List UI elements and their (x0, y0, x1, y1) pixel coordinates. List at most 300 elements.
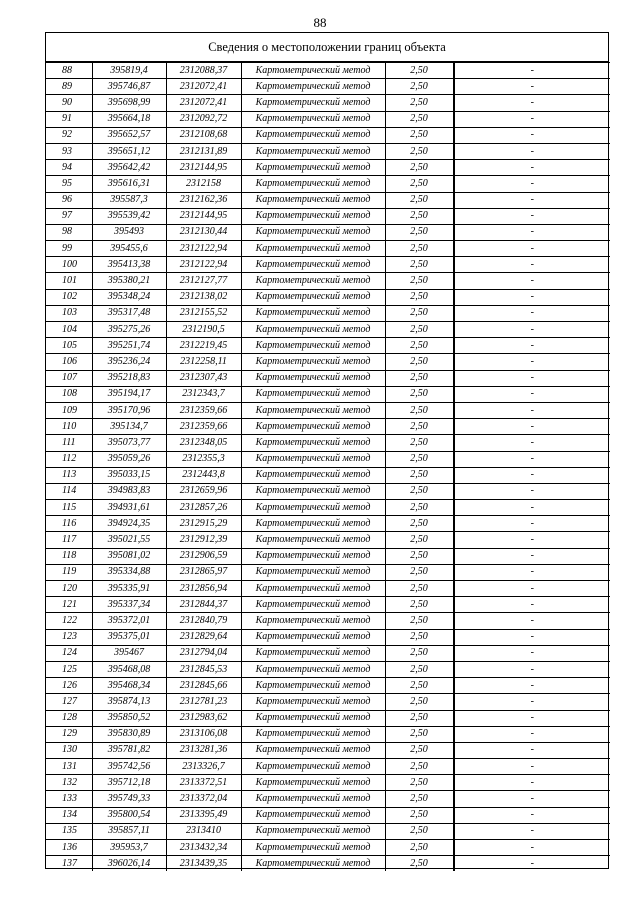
x-coordinate-cell: 395746,87 (92, 79, 166, 95)
y-coordinate-cell: 2312258,11 (166, 354, 241, 370)
table-row (46, 742, 610, 758)
table-row (46, 79, 610, 95)
y-coordinate-cell: 2312072,41 (166, 79, 241, 95)
method-cell: Картометрический метод (241, 613, 385, 629)
accuracy-cell: 2,50 (385, 483, 453, 499)
table-row (46, 856, 610, 872)
accuracy-cell: 2,50 (385, 807, 453, 823)
x-coordinate-cell: 394924,35 (92, 516, 166, 532)
y-coordinate-cell: 2312127,77 (166, 273, 241, 289)
point-number-cell: 97 (46, 208, 92, 224)
method-cell: Картометрический метод (241, 192, 385, 208)
x-coordinate-cell: 395742,56 (92, 759, 166, 775)
point-number-cell: 112 (46, 451, 92, 467)
note-cell: - (454, 710, 610, 726)
accuracy-cell: 2,50 (385, 791, 453, 807)
x-coordinate-cell: 395170,96 (92, 402, 166, 418)
accuracy-cell: 2,50 (385, 548, 453, 564)
method-cell: Картометрический метод (241, 710, 385, 726)
method-cell: Картометрический метод (241, 597, 385, 613)
note-cell: - (454, 451, 610, 467)
y-coordinate-cell: 2313432,34 (166, 840, 241, 856)
table-row (46, 419, 610, 435)
x-coordinate-cell: 395749,33 (92, 791, 166, 807)
note-cell: - (454, 807, 610, 823)
accuracy-cell: 2,50 (385, 257, 453, 273)
method-cell: Картометрический метод (241, 629, 385, 645)
method-cell: Картометрический метод (241, 483, 385, 499)
point-number-cell: 136 (46, 840, 92, 856)
y-coordinate-cell: 2312443,8 (166, 467, 241, 483)
table-row (46, 581, 610, 597)
accuracy-cell: 2,50 (385, 273, 453, 289)
point-number-cell: 92 (46, 127, 92, 143)
method-cell: Картометрический метод (241, 840, 385, 856)
x-coordinate-cell: 395218,83 (92, 370, 166, 386)
accuracy-cell: 2,50 (385, 775, 453, 791)
table-row (46, 143, 610, 159)
point-number-cell: 94 (46, 160, 92, 176)
point-number-cell: 104 (46, 322, 92, 338)
table-row (46, 127, 610, 143)
note-cell: - (454, 532, 610, 548)
y-coordinate-cell: 2312355,3 (166, 451, 241, 467)
accuracy-cell: 2,50 (385, 451, 453, 467)
y-coordinate-cell: 2312219,45 (166, 338, 241, 354)
y-coordinate-cell: 2312122,94 (166, 241, 241, 257)
point-number-cell: 98 (46, 224, 92, 240)
accuracy-cell: 2,50 (385, 726, 453, 742)
point-number-cell: 101 (46, 273, 92, 289)
table-row (46, 645, 610, 661)
y-coordinate-cell: 2313106,08 (166, 726, 241, 742)
x-coordinate-cell: 395033,15 (92, 467, 166, 483)
table-row (46, 192, 610, 208)
note-cell: - (454, 564, 610, 580)
table-row (46, 208, 610, 224)
point-number-cell: 137 (46, 856, 92, 872)
x-coordinate-cell: 395857,11 (92, 823, 166, 839)
table-row (46, 516, 610, 532)
x-coordinate-cell: 395275,26 (92, 322, 166, 338)
x-coordinate-cell: 395375,01 (92, 629, 166, 645)
point-number-cell: 107 (46, 370, 92, 386)
coordinates-table (46, 62, 610, 871)
point-number-cell: 133 (46, 791, 92, 807)
point-number-cell: 118 (46, 548, 92, 564)
note-cell: - (454, 386, 610, 402)
y-coordinate-cell: 2313372,04 (166, 791, 241, 807)
point-number-cell: 111 (46, 435, 92, 451)
y-coordinate-cell: 2312162,36 (166, 192, 241, 208)
note-cell: - (454, 435, 610, 451)
x-coordinate-cell: 395021,55 (92, 532, 166, 548)
y-coordinate-cell: 2313410 (166, 823, 241, 839)
method-cell: Картометрический метод (241, 143, 385, 159)
method-cell: Картометрический метод (241, 500, 385, 516)
method-cell: Картометрический метод (241, 775, 385, 791)
page-number: 88 (313, 15, 327, 30)
method-cell: Картометрический метод (241, 338, 385, 354)
y-coordinate-cell: 2312844,37 (166, 597, 241, 613)
y-coordinate-cell: 2312359,66 (166, 402, 241, 418)
y-coordinate-cell: 2312845,66 (166, 678, 241, 694)
y-coordinate-cell: 2312348,05 (166, 435, 241, 451)
accuracy-cell: 2,50 (385, 467, 453, 483)
point-number-cell: 126 (46, 678, 92, 694)
y-coordinate-cell: 2313372,51 (166, 775, 241, 791)
point-number-cell: 93 (46, 143, 92, 159)
y-coordinate-cell: 2313439,35 (166, 856, 241, 872)
y-coordinate-cell: 2313326,7 (166, 759, 241, 775)
note-cell: - (454, 726, 610, 742)
y-coordinate-cell: 2312659,96 (166, 483, 241, 499)
point-number-cell: 127 (46, 694, 92, 710)
x-coordinate-cell: 395467 (92, 645, 166, 661)
method-cell: Картометрический метод (241, 645, 385, 661)
x-coordinate-cell: 395587,3 (92, 192, 166, 208)
note-cell: - (454, 467, 610, 483)
y-coordinate-cell: 2312088,37 (166, 63, 241, 79)
accuracy-cell: 2,50 (385, 516, 453, 532)
note-cell: - (454, 370, 610, 386)
x-coordinate-cell: 395251,74 (92, 338, 166, 354)
table-row (46, 224, 610, 240)
y-coordinate-cell: 2312865,97 (166, 564, 241, 580)
x-coordinate-cell: 395335,91 (92, 581, 166, 597)
y-coordinate-cell: 2312983,62 (166, 710, 241, 726)
y-coordinate-cell: 2312915,29 (166, 516, 241, 532)
y-coordinate-cell: 2312781,23 (166, 694, 241, 710)
table-row (46, 694, 610, 710)
y-coordinate-cell: 2312155,52 (166, 305, 241, 321)
y-coordinate-cell: 2312794,04 (166, 645, 241, 661)
x-coordinate-cell: 395468,08 (92, 661, 166, 677)
note-cell: - (454, 629, 610, 645)
method-cell: Картометрический метод (241, 564, 385, 580)
table-row (46, 483, 610, 499)
accuracy-cell: 2,50 (385, 63, 453, 79)
y-coordinate-cell: 2312092,72 (166, 111, 241, 127)
x-coordinate-cell: 395348,24 (92, 289, 166, 305)
table-row (46, 111, 610, 127)
method-cell: Картометрический метод (241, 322, 385, 338)
x-coordinate-cell: 395800,54 (92, 807, 166, 823)
accuracy-cell: 2,50 (385, 597, 453, 613)
point-number-cell: 125 (46, 661, 92, 677)
x-coordinate-cell: 395493 (92, 224, 166, 240)
table-row (46, 338, 610, 354)
x-coordinate-cell: 394983,83 (92, 483, 166, 499)
x-coordinate-cell: 395874,13 (92, 694, 166, 710)
y-coordinate-cell: 2312130,44 (166, 224, 241, 240)
method-cell: Картометрический метод (241, 419, 385, 435)
method-cell: Картометрический метод (241, 273, 385, 289)
table-row (46, 322, 610, 338)
point-number-cell: 114 (46, 483, 92, 499)
x-coordinate-cell: 395850,52 (92, 710, 166, 726)
y-coordinate-cell: 2312190,5 (166, 322, 241, 338)
note-cell: - (454, 127, 610, 143)
table-row (46, 257, 610, 273)
point-number-cell: 95 (46, 176, 92, 192)
method-cell: Картометрический метод (241, 241, 385, 257)
table-row (46, 613, 610, 629)
note-cell: - (454, 354, 610, 370)
note-cell: - (454, 143, 610, 159)
accuracy-cell: 2,50 (385, 532, 453, 548)
point-number-cell: 105 (46, 338, 92, 354)
table-row (46, 791, 610, 807)
note-cell: - (454, 694, 610, 710)
point-number-cell: 131 (46, 759, 92, 775)
note-cell: - (454, 791, 610, 807)
x-coordinate-cell: 395380,21 (92, 273, 166, 289)
note-cell: - (454, 257, 610, 273)
note-cell: - (454, 516, 610, 532)
accuracy-cell: 2,50 (385, 370, 453, 386)
method-cell: Картометрический метод (241, 127, 385, 143)
method-cell: Картометрический метод (241, 435, 385, 451)
y-coordinate-cell: 2312840,79 (166, 613, 241, 629)
point-number-cell: 89 (46, 79, 92, 95)
method-cell: Картометрический метод (241, 516, 385, 532)
x-coordinate-cell: 395059,26 (92, 451, 166, 467)
note-cell: - (454, 823, 610, 839)
point-number-cell: 122 (46, 613, 92, 629)
accuracy-cell: 2,50 (385, 840, 453, 856)
accuracy-cell: 2,50 (385, 678, 453, 694)
accuracy-cell: 2,50 (385, 581, 453, 597)
table-row (46, 548, 610, 564)
accuracy-cell: 2,50 (385, 160, 453, 176)
method-cell: Картометрический метод (241, 661, 385, 677)
accuracy-cell: 2,50 (385, 338, 453, 354)
point-number-cell: 129 (46, 726, 92, 742)
point-number-cell: 123 (46, 629, 92, 645)
x-coordinate-cell: 395651,12 (92, 143, 166, 159)
method-cell: Картометрический метод (241, 305, 385, 321)
accuracy-cell: 2,50 (385, 289, 453, 305)
y-coordinate-cell: 2312343,7 (166, 386, 241, 402)
table-row (46, 678, 610, 694)
table-row (46, 305, 610, 321)
point-number-cell: 134 (46, 807, 92, 823)
boundary-table-frame (45, 32, 609, 869)
note-cell: - (454, 678, 610, 694)
method-cell: Картометрический метод (241, 678, 385, 694)
x-coordinate-cell: 395134,7 (92, 419, 166, 435)
table-row (46, 564, 610, 580)
table-row (46, 500, 610, 516)
accuracy-cell: 2,50 (385, 419, 453, 435)
accuracy-cell: 2,50 (385, 710, 453, 726)
y-coordinate-cell: 2313395,49 (166, 807, 241, 823)
table-row (46, 289, 610, 305)
accuracy-cell: 2,50 (385, 208, 453, 224)
point-number-cell: 115 (46, 500, 92, 516)
accuracy-cell: 2,50 (385, 823, 453, 839)
note-cell: - (454, 645, 610, 661)
x-coordinate-cell: 395830,89 (92, 726, 166, 742)
method-cell: Картометрический метод (241, 95, 385, 111)
table-row (46, 775, 610, 791)
y-coordinate-cell: 2312108,68 (166, 127, 241, 143)
method-cell: Картометрический метод (241, 791, 385, 807)
accuracy-cell: 2,50 (385, 79, 453, 95)
accuracy-cell: 2,50 (385, 305, 453, 321)
accuracy-cell: 2,50 (385, 386, 453, 402)
method-cell: Картометрический метод (241, 532, 385, 548)
note-cell: - (454, 338, 610, 354)
method-cell: Картометрический метод (241, 402, 385, 418)
point-number-cell: 116 (46, 516, 92, 532)
note-cell: - (454, 305, 610, 321)
note-cell: - (454, 661, 610, 677)
point-number-cell: 124 (46, 645, 92, 661)
accuracy-cell: 2,50 (385, 856, 453, 872)
point-number-cell: 128 (46, 710, 92, 726)
x-coordinate-cell: 395455,6 (92, 241, 166, 257)
accuracy-cell: 2,50 (385, 127, 453, 143)
accuracy-cell: 2,50 (385, 694, 453, 710)
method-cell: Картометрический метод (241, 354, 385, 370)
point-number-cell: 90 (46, 95, 92, 111)
accuracy-cell: 2,50 (385, 354, 453, 370)
point-number-cell: 119 (46, 564, 92, 580)
method-cell: Картометрический метод (241, 176, 385, 192)
x-coordinate-cell: 395073,77 (92, 435, 166, 451)
method-cell: Картометрический метод (241, 451, 385, 467)
accuracy-cell: 2,50 (385, 224, 453, 240)
x-coordinate-cell: 395194,17 (92, 386, 166, 402)
note-cell: - (454, 402, 610, 418)
table-row (46, 532, 610, 548)
accuracy-cell: 2,50 (385, 742, 453, 758)
accuracy-cell: 2,50 (385, 241, 453, 257)
method-cell: Картометрический метод (241, 856, 385, 872)
point-number-cell: 135 (46, 823, 92, 839)
accuracy-cell: 2,50 (385, 500, 453, 516)
method-cell: Картометрический метод (241, 742, 385, 758)
y-coordinate-cell: 2312138,02 (166, 289, 241, 305)
table-row (46, 629, 610, 645)
accuracy-cell: 2,50 (385, 661, 453, 677)
method-cell: Картометрический метод (241, 63, 385, 79)
x-coordinate-cell: 395337,34 (92, 597, 166, 613)
accuracy-cell: 2,50 (385, 322, 453, 338)
table-row (46, 451, 610, 467)
y-coordinate-cell: 2312829,64 (166, 629, 241, 645)
note-cell: - (454, 63, 610, 79)
table-row (46, 807, 610, 823)
note-cell: - (454, 289, 610, 305)
x-coordinate-cell: 395953,7 (92, 840, 166, 856)
x-coordinate-cell: 395539,42 (92, 208, 166, 224)
x-coordinate-cell: 394931,61 (92, 500, 166, 516)
y-coordinate-cell: 2312912,39 (166, 532, 241, 548)
x-coordinate-cell: 395317,48 (92, 305, 166, 321)
point-number-cell: 121 (46, 597, 92, 613)
y-coordinate-cell: 2312359,66 (166, 419, 241, 435)
point-number-cell: 103 (46, 305, 92, 321)
coordinates-table-body (46, 63, 610, 872)
table-row (46, 386, 610, 402)
note-cell: - (454, 79, 610, 95)
x-coordinate-cell: 395712,18 (92, 775, 166, 791)
note-cell: - (454, 581, 610, 597)
table-row (46, 726, 610, 742)
table-row (46, 840, 610, 856)
accuracy-cell: 2,50 (385, 564, 453, 580)
table-row (46, 176, 610, 192)
y-coordinate-cell: 2312307,43 (166, 370, 241, 386)
point-number-cell: 106 (46, 354, 92, 370)
x-coordinate-cell: 395468,34 (92, 678, 166, 694)
point-number-cell: 120 (46, 581, 92, 597)
note-cell: - (454, 775, 610, 791)
note-cell: - (454, 192, 610, 208)
point-number-cell: 96 (46, 192, 92, 208)
x-coordinate-cell: 395236,24 (92, 354, 166, 370)
x-coordinate-cell: 395781,82 (92, 742, 166, 758)
note-cell: - (454, 597, 610, 613)
method-cell: Картометрический метод (241, 79, 385, 95)
point-number-cell: 91 (46, 111, 92, 127)
method-cell: Картометрический метод (241, 807, 385, 823)
y-coordinate-cell: 2312158 (166, 176, 241, 192)
point-number-cell: 130 (46, 742, 92, 758)
point-number-cell: 110 (46, 419, 92, 435)
table-row (46, 710, 610, 726)
point-number-cell: 132 (46, 775, 92, 791)
accuracy-cell: 2,50 (385, 613, 453, 629)
y-coordinate-cell: 2312072,41 (166, 95, 241, 111)
method-cell: Картометрический метод (241, 581, 385, 597)
note-cell: - (454, 856, 610, 872)
x-coordinate-cell: 395372,01 (92, 613, 166, 629)
accuracy-cell: 2,50 (385, 176, 453, 192)
table-row (46, 370, 610, 386)
method-cell: Картометрический метод (241, 823, 385, 839)
table-row (46, 273, 610, 289)
table-title: Сведения о местоположении границ объекта (46, 33, 608, 62)
note-cell: - (454, 224, 610, 240)
table-row (46, 823, 610, 839)
note-cell: - (454, 613, 610, 629)
method-cell: Картометрический метод (241, 386, 385, 402)
table-row (46, 241, 610, 257)
x-coordinate-cell: 395334,88 (92, 564, 166, 580)
note-cell: - (454, 111, 610, 127)
note-cell: - (454, 208, 610, 224)
table-row (46, 661, 610, 677)
note-cell: - (454, 95, 610, 111)
point-number-cell: 117 (46, 532, 92, 548)
method-cell: Картометрический метод (241, 111, 385, 127)
table-row (46, 402, 610, 418)
table-row (46, 435, 610, 451)
note-cell: - (454, 241, 610, 257)
note-cell: - (454, 322, 610, 338)
point-number-cell: 108 (46, 386, 92, 402)
x-coordinate-cell: 395616,31 (92, 176, 166, 192)
x-coordinate-cell: 395698,99 (92, 95, 166, 111)
accuracy-cell: 2,50 (385, 759, 453, 775)
table-row (46, 597, 610, 613)
point-number-cell: 113 (46, 467, 92, 483)
table-row (46, 63, 610, 79)
